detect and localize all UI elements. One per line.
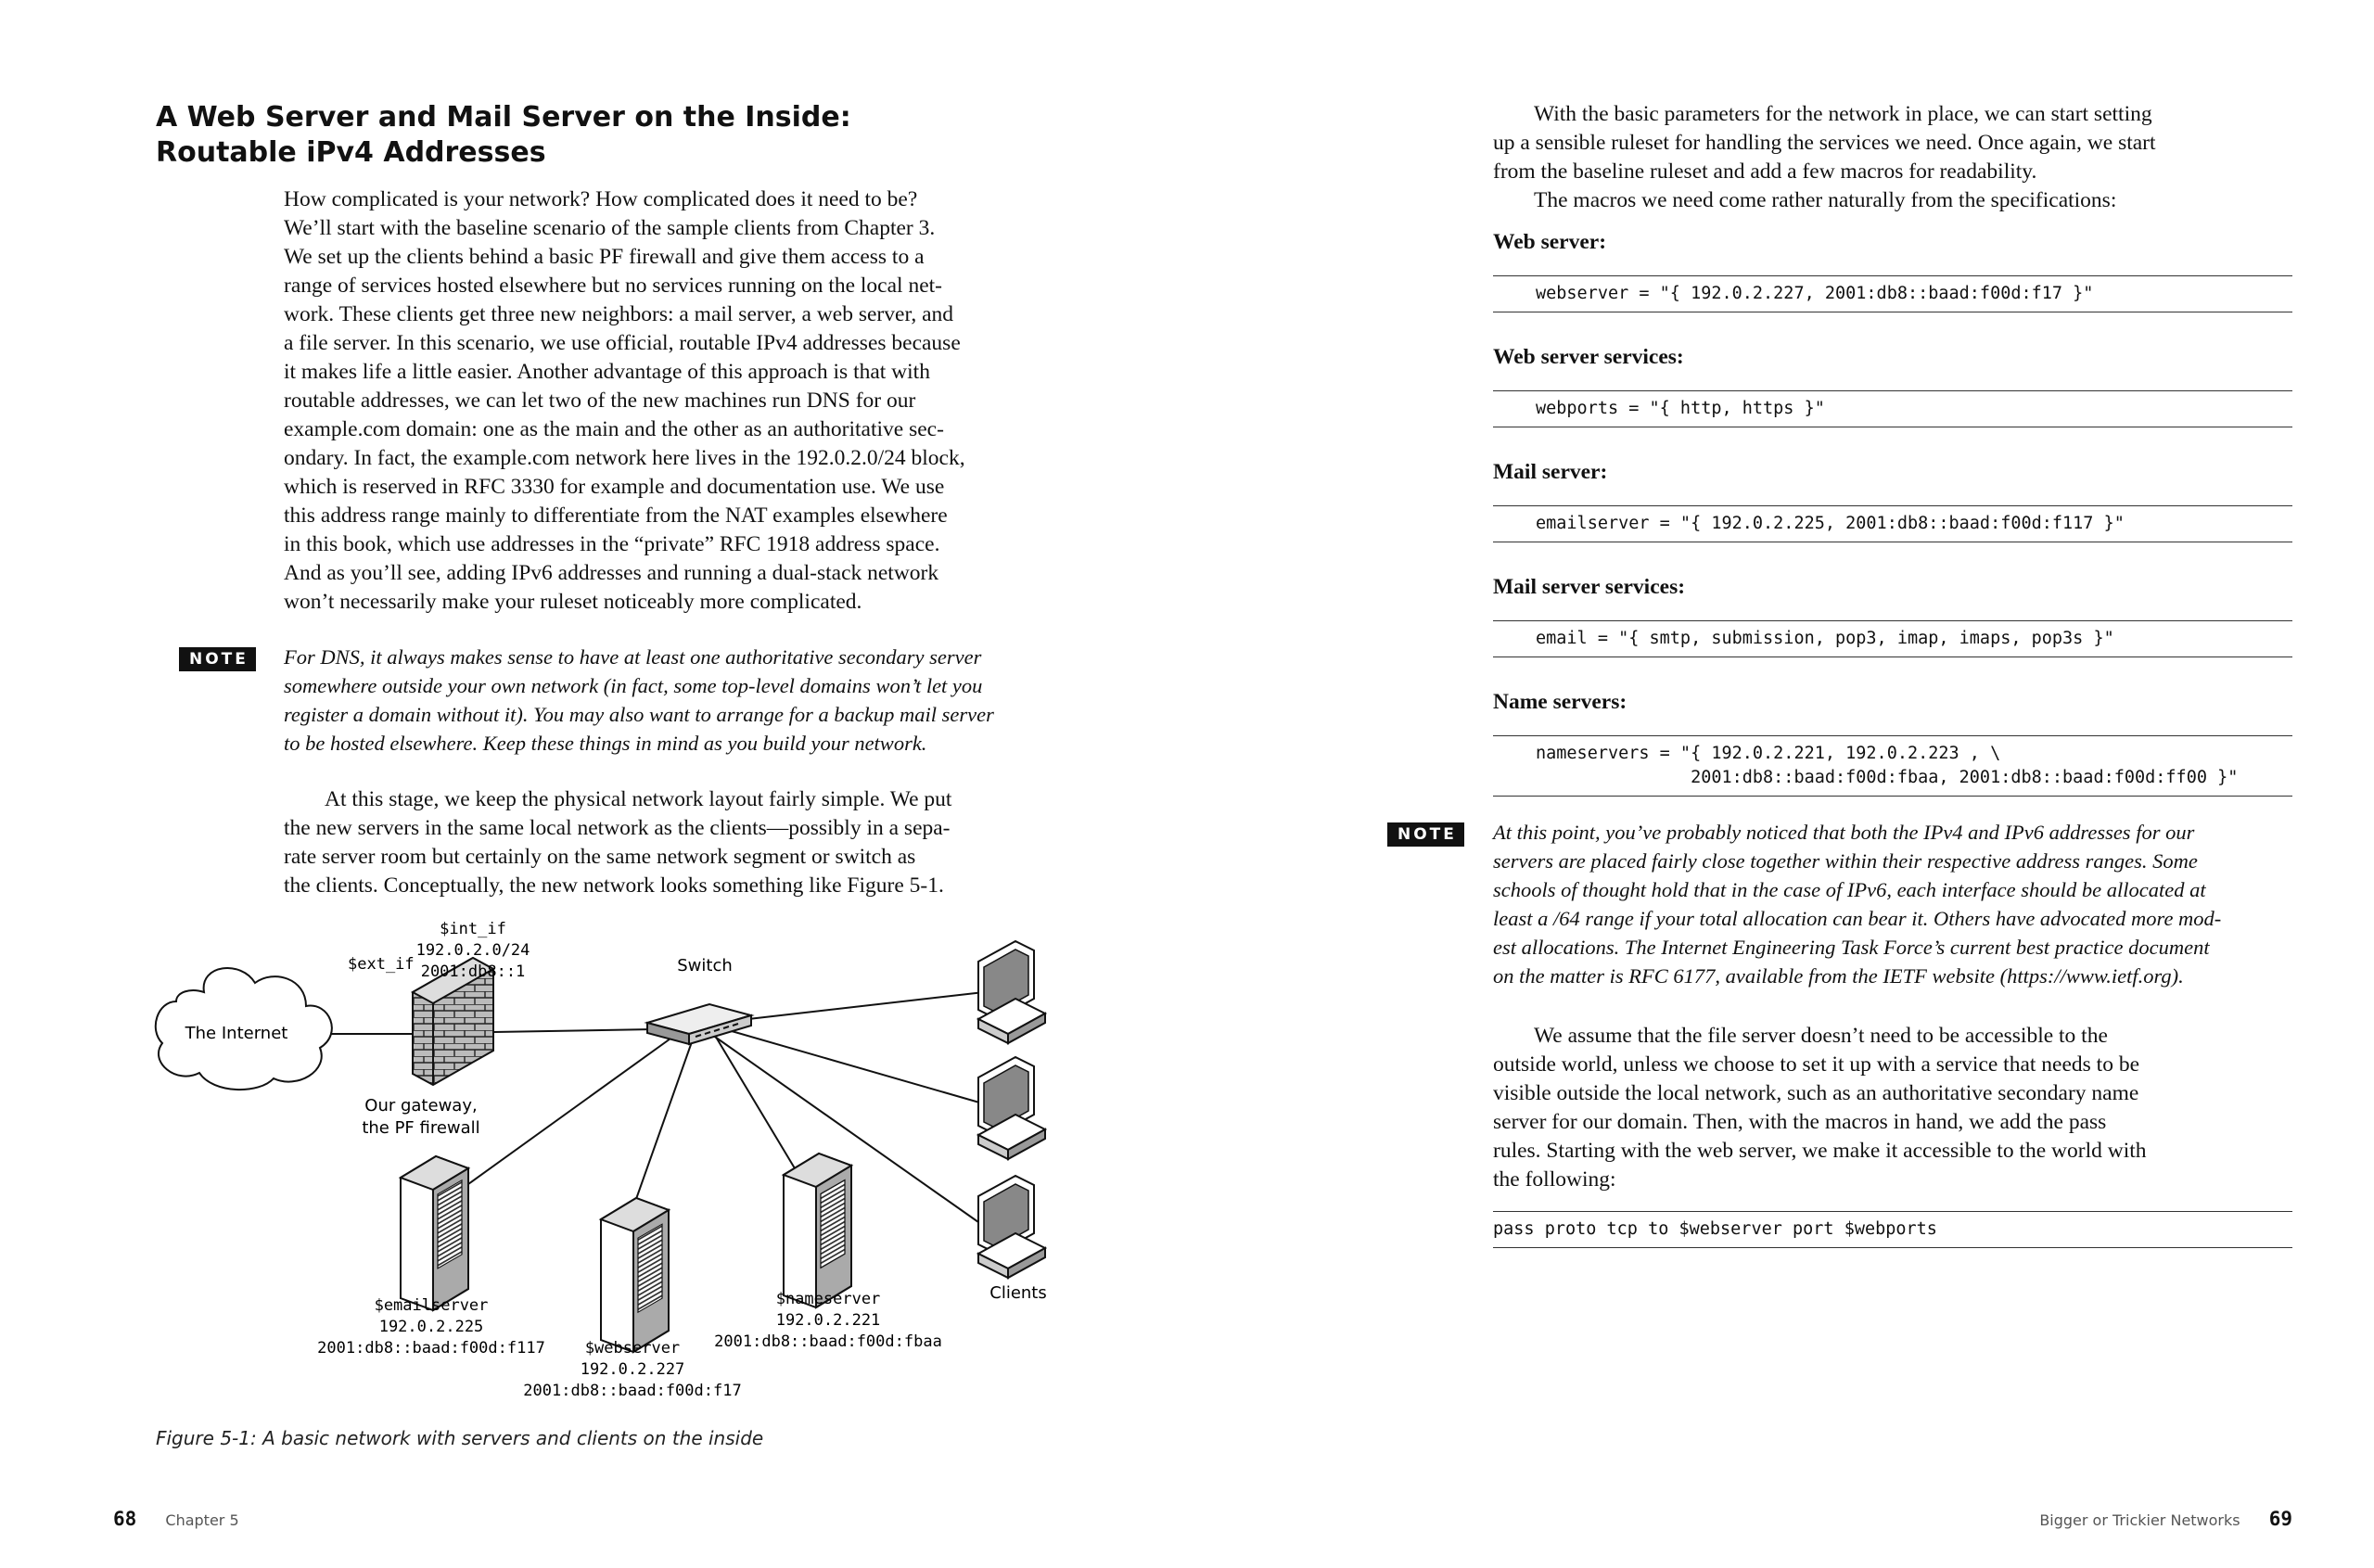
note-badge: NOTE [1387,822,1464,847]
text-line: rate server room but certainly on the same network segment or switch as [284,845,916,869]
internet-label: The Internet [185,1024,288,1043]
nameserver-ipv4: 192.0.2.221 [775,1311,881,1330]
page-number: 69 [2268,1508,2292,1530]
right-paragraph-2 [1493,1022,2292,1194]
text-line: which is reserved in RFC 3330 for example and documentation use. We use [284,475,945,499]
right-footer [2039,1508,2292,1530]
nameserver-ipv6: 2001:db8::baad:f00d:fbaa [714,1332,942,1351]
pass-rule-code: pass proto tcp to $webserver port $webports [1493,1211,2292,1248]
heading-line-1: A Web Server and Mail Server on the Inside: [156,101,851,134]
server-icon [601,1198,669,1352]
web-server-services-code: webports = "{ http, https }" [1493,390,2292,427]
chapter-label: Chapter 5 [165,1511,239,1529]
int-if-ipv4: 192.0.2.0/24 [415,941,530,960]
webserver-ipv6: 2001:db8::baad:f00d:f17 [523,1382,742,1400]
text-line: We set up the clients behind a basic PF firewall and give them access to a [284,245,925,269]
server-icon [401,1156,468,1310]
clients-label: Clients [989,1283,1047,1303]
text-line: visible outside the local network, such as an authoritative secondary name [1493,1081,2139,1105]
note-line: est allocations. The Internet Engineering Task Force’s current best practice document [1493,936,2210,959]
section-heading [156,100,990,171]
text-line: example.com domain: one as the main and the other as an authoritative sec- [284,417,944,441]
nameserver-label [714,1290,942,1351]
text-line: up a sensible ruleset for handling the services we need. Once again, we start [1493,131,2156,155]
link-switch-webserver [631,1037,694,1215]
nameserver-name: $nameserver [775,1290,881,1308]
emailserver-ipv4: 192.0.2.225 [378,1318,484,1336]
name-servers-heading: Name servers: [1493,690,1627,714]
right-intro-paragraph [1493,100,2292,215]
client-computer-icon [978,1176,1045,1278]
note-line: register a domain without it). You may also want to arrange for a backup mail server [284,703,994,726]
switch-label: Switch [677,956,733,975]
note-block [1187,818,2374,1003]
right-page [1187,0,2374,1568]
chapter-title-label: Bigger or Trickier Networks [2039,1511,2240,1529]
mail-server-services-heading: Mail server services: [1493,575,1686,599]
page-number: 68 [113,1508,137,1530]
int-if-label [416,920,530,981]
network-diagram [148,913,1076,1414]
text-line: outside world, unless we choose to set it up with a service that needs to be [1493,1052,2140,1077]
note-line: on the matter is RFC 6177, available from the IETF website (https://www.ietf.org). [1493,964,2184,988]
text-line: The macros we need come rather naturally from the specifications: [1534,188,2117,212]
switch-icon [647,1004,751,1044]
note-line: At this point, you’ve probably noticed that both the IPv4 and IPv6 addresses for our [1493,821,2195,844]
figure-caption: Figure 5-1: A basic network with servers and clients on the inside [156,1427,764,1449]
text-line: in this book, which use addresses in the “private” RFC 1918 address space. [284,532,940,556]
link-switch-emailserver [468,1034,677,1184]
note-line: servers are placed fairly close together within their respective address ranges. Some [1493,849,2198,873]
text-line: from the baseline ruleset and add a few macros for readability. [1493,159,2037,184]
note-line: For DNS, it always makes sense to have at least one authoritative secondary server [284,645,982,669]
note-line: to be hosted elsewhere. Keep these things in mind as you build your network. [284,732,927,755]
link-switch-nameserver [714,1034,798,1173]
heading-line-2: Routable iPv4 Addresses [156,136,546,169]
web-server-heading: Web server: [1493,230,1607,254]
text-line: won’t necessarily make your ruleset noticeably more complicated. [284,590,862,614]
text-line: At this stage, we keep the physical network layout fairly simple. We put [325,787,952,811]
text-line: How complicated is your network? How complicated does it need to be? [284,187,918,211]
intro-paragraph [284,185,1072,617]
text-line: it makes life a little easier. Another advantage of this approach is that with [284,360,930,384]
text-line: With the basic parameters for the network in place, we can start setting [1534,102,2152,126]
text-line: the new servers in the same local network as the clients—possibly in a sepa- [284,816,951,840]
gateway-label [362,1096,479,1138]
text-line: a file server. In this scenario, we use official, routable IPv4 addresses because [284,331,961,355]
client-computer-icon [978,941,1045,1043]
left-footer [113,1508,239,1530]
link-switch-client-2 [719,1027,992,1106]
note-line: schools of thought hold that in the case of IPv6, each interface should be allocated at [1493,878,2206,901]
link-firewall-switch [493,1029,654,1032]
mail-server-code: emailserver = "{ 192.0.2.225, 2001:db8::baad:f00d:f117 }" [1493,505,2292,542]
note-badge: NOTE [179,647,256,671]
mail-server-services-code: email = "{ smtp, submission, pop3, imap, imaps, pop3s }" [1493,620,2292,657]
note-text [284,643,1081,758]
emailserver-label [317,1296,545,1358]
text-line: rules. Starting with the web server, we make it accessible to the world with [1493,1139,2147,1163]
ext-if-label: $ext_if [348,955,415,974]
webserver-ipv4: 192.0.2.227 [580,1360,685,1379]
text-line: work. These clients get three new neighbors: a mail server, a web server, and [284,302,954,326]
webserver-name: $webserver [584,1339,681,1358]
webserver-label [523,1339,741,1400]
text-line: server for our domain. Then, with the macros in hand, we add the pass [1493,1110,2107,1134]
text-line: the following: [1493,1167,1616,1192]
internet-cloud [156,968,332,1090]
text-line: We assume that the file server doesn’t need to be accessible to the [1534,1024,2108,1048]
link-switch-client-1 [716,991,992,1023]
web-server-services-heading: Web server services: [1493,345,1684,369]
gateway-line-2: the PF firewall [362,1118,480,1138]
emailserver-ipv6: 2001:db8::baad:f00d:f117 [317,1339,545,1358]
text-line: ondary. In fact, the example.com network here lives in the 192.0.2.0/24 block, [284,446,965,470]
int-if-name: $int_if [440,920,506,938]
gateway-line-1: Our gateway, [364,1096,478,1115]
text-line: We’ll start with the baseline scenario of the sample clients from Chapter 3. [284,216,936,240]
client-computer-icon [978,1057,1045,1159]
server-icon [784,1154,851,1307]
text-line: range of services hosted elsewhere but no services running on the local net- [284,274,942,298]
text-line: And as you’ll see, adding IPv6 addresses and running a dual-stack network [284,561,939,585]
stage-paragraph [284,785,1072,900]
note-text [1493,818,2309,990]
text-line: the clients. Conceptually, the new network looks something like Figure 5-1. [284,873,944,898]
text-line: this address range mainly to differentiate from the NAT examples elsewhere [284,504,948,528]
note-line: somewhere outside your own network (in fact, some top-level domains won’t let you [284,674,983,697]
int-if-ipv6: 2001:db8::1 [420,962,526,981]
emailserver-name: $emailserver [374,1296,489,1315]
web-server-code: webserver = "{ 192.0.2.227, 2001:db8::baad:f00d:f17 }" [1493,275,2292,312]
mail-server-heading: Mail server: [1493,460,1608,484]
text-line: routable addresses, we can let two of the new machines run DNS for our [284,389,916,413]
name-servers-code: nameservers = "{ 192.0.2.221, 192.0.2.223 , \ 2001:db8::baad:f00d:fbaa, 2001:db8::baad:f00d:ff00 }" [1493,735,2292,797]
note-line: least a /64 range if your total allocation can bear it. Others have advocated more mod- [1493,907,2222,930]
